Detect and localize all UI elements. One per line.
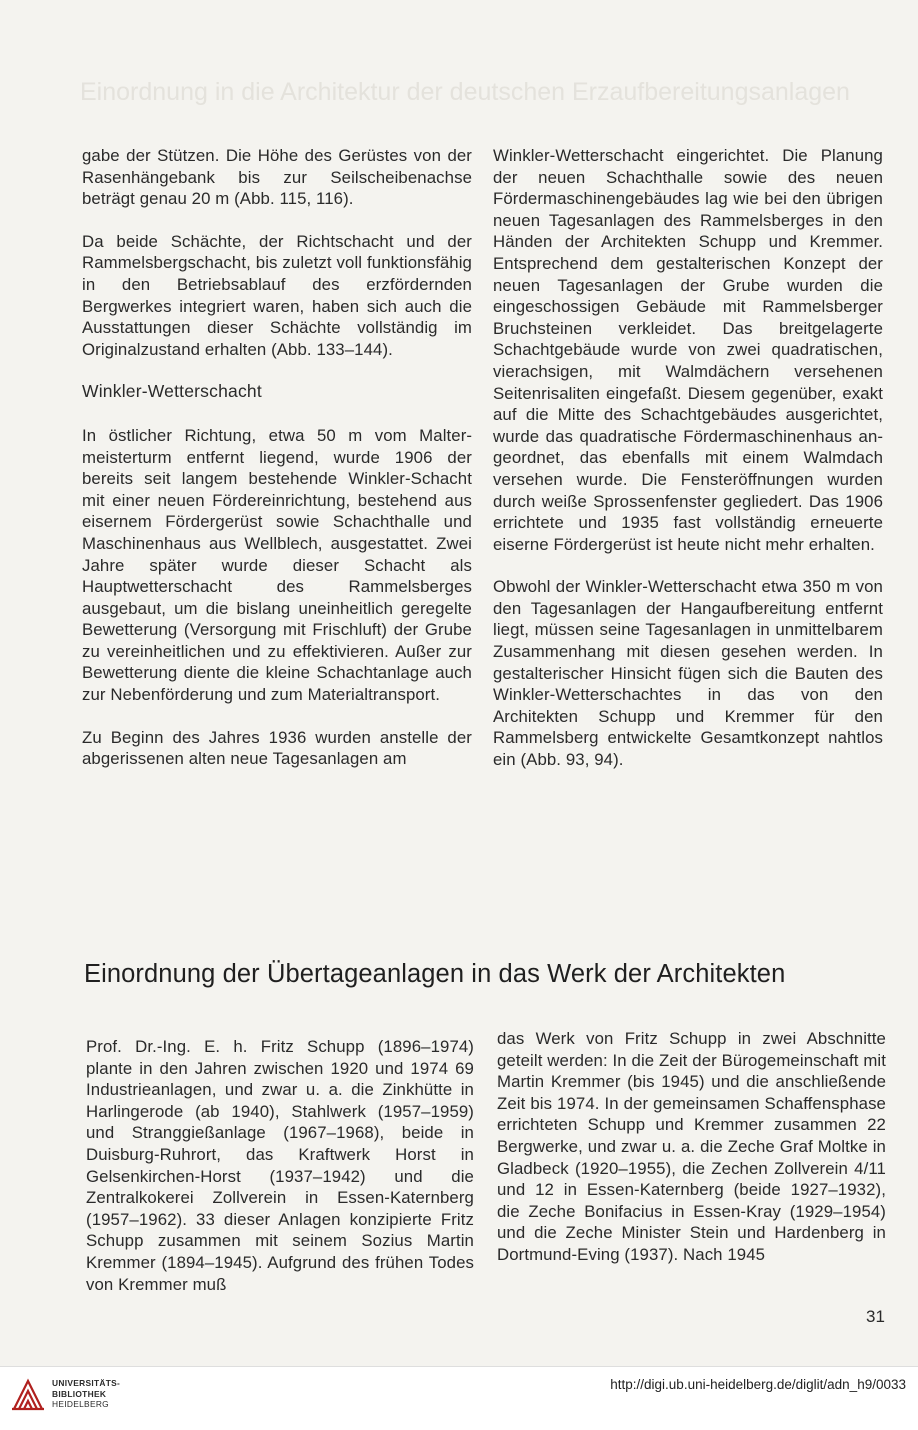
- library-line: UNIVERSITÄTS-: [52, 1378, 121, 1388]
- paragraph: Zu Beginn des Jahres 1936 wurden anstelle der abgerissenen alten neue Tagesanlagen am: [82, 727, 472, 769]
- column-bottom-left: [86, 1036, 474, 1295]
- footer-bar: [0, 1366, 918, 1430]
- column-right: [493, 145, 883, 771]
- paragraph: Da beide Schächte, der Richtschacht und der Rammelsbergschacht, bis zuletzt voll funktionsfähig in den Betriebsablauf des erzfördernden Bergwerkes integriert waren, haben sich auch die Ausstattungen dieser Schächte vollständig im Originalzustand erhalten (Abb. 133–144).: [82, 231, 472, 359]
- library-logo-icon: [10, 1377, 46, 1413]
- paragraph: Obwohl der Winkler-Wetterschacht etwa 350 m von den Tagesanlagen der Hangaufbereitung entfernt liegt, müssen seine Tagesanlagen in unmittelbarem Zusammenhang mit diesen gesehen werden. In gestalterischer Hinsicht fügen sich die Bauten des Winkler-Wetterschachtes in das von den Architekten Schupp und Kremmer für den Rammelsberg entwickelte Gesamtkonzept nahtlos ein (Abb. 93, 94).: [493, 577, 883, 770]
- paragraph: gabe der Stützen. Die Höhe des Gerüstes von der Rasenhängebank bis zur Seilscheibenachse beträgt genau 20 m (Abb. 115, 116).: [82, 146, 472, 209]
- show-through-header: Einordnung in die Architektur der deutschen Erzaufbereitungsanlagen: [80, 78, 850, 106]
- page-number: 31: [866, 1307, 885, 1326]
- paragraph: Winkler-Wetterschacht eingerichtet. Die Planung der neuen Schachthalle sowie des neuen Fördermaschinengebäudes lag wie bei den übrigen neuen Tagesanlagen des Rammelsberges in den Händen der Architekten Schupp und Kremmer. Entsprechend dem gestalterischen Konzept der neuen Tagesanlagen der Grube wurden die eingeschossigen Gebäude mit Rammelsberger Bruchsteinen verkleidet. Das breitgelagerte Schachtgebäude wurde von zwei quadratischen, vierachsigen, mit Walmdächern versehenen Seitenrisaliten eingefaßt. Diesem gegenüber, exakt auf die Mitte des Schachtgebäudes ausgerichtet, wurde das quadratische Fördermaschinenhaus angeordnet, das ebenfalls mit einem Walmdach versehen wurde. Die Fensteröffnungen wurden durch weiße Sprossenfenster gegliedert. Das 1906 errichtete und 1935 fast vollständig erneuerte eiserne Fördergerüst ist heute nicht mehr erhalten.: [493, 146, 883, 554]
- subheading: Winkler-Wetterschacht: [82, 381, 262, 402]
- paragraph: das Werk von Fritz Schupp in zwei Abschnitte geteilt werden: In die Zeit der Bürogemeinschaft mit Martin Kremmer (bis 1945) und die anschließende Zeit bis 1974. In der gemeinsamen Schaffensphase errichteten Schupp und Kremmer zusammen 22 Bergwerke, und zwar u. a. die Zeche Graf Moltke in Gladbeck (1920–1955), die Zechen Zollverein 4/11 und 12 in Essen-Katernberg (beide 1927–1932), die Zeche Bonifacius in Essen-Kray (1929–1954) und die Zeche Minister Stein und Hardenberg in Dortmund-Eving (1937). Nach 1945: [497, 1029, 886, 1264]
- paragraph: In östlicher Richtung, etwa 50 m vom Maltermeisterturm entfernt liegend, wurde 1906 der bereits seit langem bestehende Winkler-Schacht mit einer neuen Fördereinrichtung, bestehend aus eisernem Fördergerüst sowie Schachthalle und Maschinenhaus aus Wellblech, ausgestattet. Zwei Jahre später wurde dieser Schacht als Hauptwetterschacht des Rammelsberges ausgebaut, um die bislang uneinheitlich geregelte Bewetterung (Versorgung mit Frischluft) der Grube zu vereinheitlichen und zu effektivieren. Außer zur Bewetterung diente die kleine Schachtanlage auch zur Nebenförderung und zum Materialtransport.: [82, 425, 472, 705]
- source-url[interactable]: http://digi.ub.uni-heidelberg.de/diglit/adn_h9/0033: [610, 1377, 906, 1392]
- column-left: [82, 145, 472, 770]
- library-line: HEIDELBERG: [52, 1399, 109, 1409]
- library-line: BIBLIOTHEK: [52, 1388, 107, 1399]
- column-bottom-right: [497, 1028, 886, 1266]
- paragraph: Prof. Dr.-Ing. E. h. Fritz Schupp (1896–1974) plante in den Jahren zwischen 1920 und 1974 69 Industrieanlagen, und zwar u. a. die Zinkhütte in Harlingerode (ab 1940), Stahlwerk (1957–1959) und Stranggießanlage (1967–1968), beide in Duisburg-Ruhrort, das Kraftwerk Horst in Gelsenkirchen-Horst (1937–1942) und die Zentralkokerei Zollverein in Essen-Katernberg (1957–1962). 33 dieser Anlagen konzipierte Fritz Schupp zusammen mit seinem Sozius Martin Kremmer (1894–1945). Aufgrund des frühen Todes von Kremmer muß: [86, 1037, 474, 1294]
- library-name: [52, 1378, 120, 1410]
- section-title: Einordnung der Übertageanlagen in das Werk der Architekten: [84, 960, 786, 988]
